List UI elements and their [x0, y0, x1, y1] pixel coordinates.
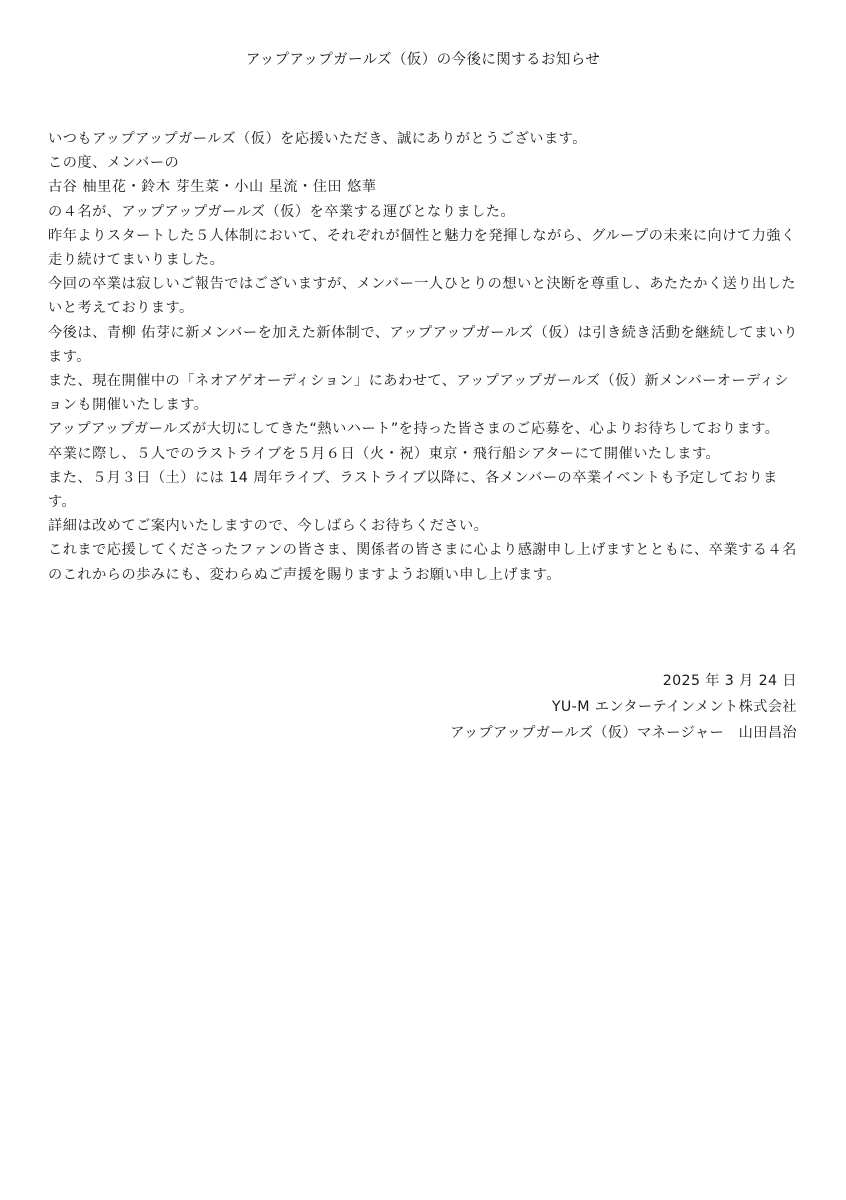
signature-date: 2025 年 3 月 24 日: [662, 673, 797, 689]
paragraph: 昨年よりスタートした５人体制において、それぞれが個性と魅力を発揮しながら、グループの未来に向けて力強く走り続けてまいりました。: [48, 227, 796, 269]
signature-block: [450, 668, 797, 746]
document-body: [48, 127, 800, 587]
paragraph: また、現在開催中の「ネオアゲオーディション」にあわせて、アップアップガールズ（仮）新メンバーオーディションも開催いたします。: [48, 373, 789, 414]
paragraph: いつもアップアップガールズ（仮）を応援いただき、誠にありがとうございます。: [48, 131, 587, 147]
paragraph: また、５月３日（土）には 14 周年ライブ、ラストライブ以降に、各メンバーの卒業イベントも予定しております。: [48, 469, 778, 511]
signature-company: YU-M エンターテインメント株式会社: [551, 699, 797, 715]
signature-manager: アップアップガールズ（仮）マネージャー 山田昌治: [450, 725, 797, 741]
paragraph: 古谷 柚里花・鈴木 芽生菜・小山 星流・住田 悠華: [48, 179, 377, 196]
paragraph: この度、メンバーの: [48, 155, 180, 172]
paragraph: 今回の卒業は寂しいご報告ではございますが、メンバー一人ひとりの想いと決断を尊重し、あたたかく送り出したいと考えております。: [48, 276, 797, 317]
paragraph: アップアップガールズが大切にしてきた“熱いハート”を持った皆さまのご応募を、心よりお待ちしております。: [48, 421, 780, 438]
paragraph: 今後は、青柳 佑芽に新メンバーを加えた新体制で、アップアップガールズ（仮）は引き続き活動を継続してまいります。: [48, 324, 798, 365]
paragraph: これまで応援してくださったファンの皆さま、関係者の皆さまに心より感謝申し上げますとともに、卒業する４名のこれからの歩みにも、変わらぬご声援を賜りますようお願い申し上げます。: [48, 542, 797, 583]
document-title: アップアップガールズ（仮）の今後に関するお知らせ: [245, 52, 601, 68]
paragraph: 卒業に際し、５人でのラストライブを５月６日（火・祝）東京・飛行船シアターにて開催いたします。: [48, 445, 721, 462]
paragraph: 詳細は改めてご案内いたしますので、今しばらくお待ちください。: [48, 518, 489, 535]
paragraph: の４名が、アップアップガールズ（仮）を卒業する運びとなりました。: [48, 203, 516, 220]
